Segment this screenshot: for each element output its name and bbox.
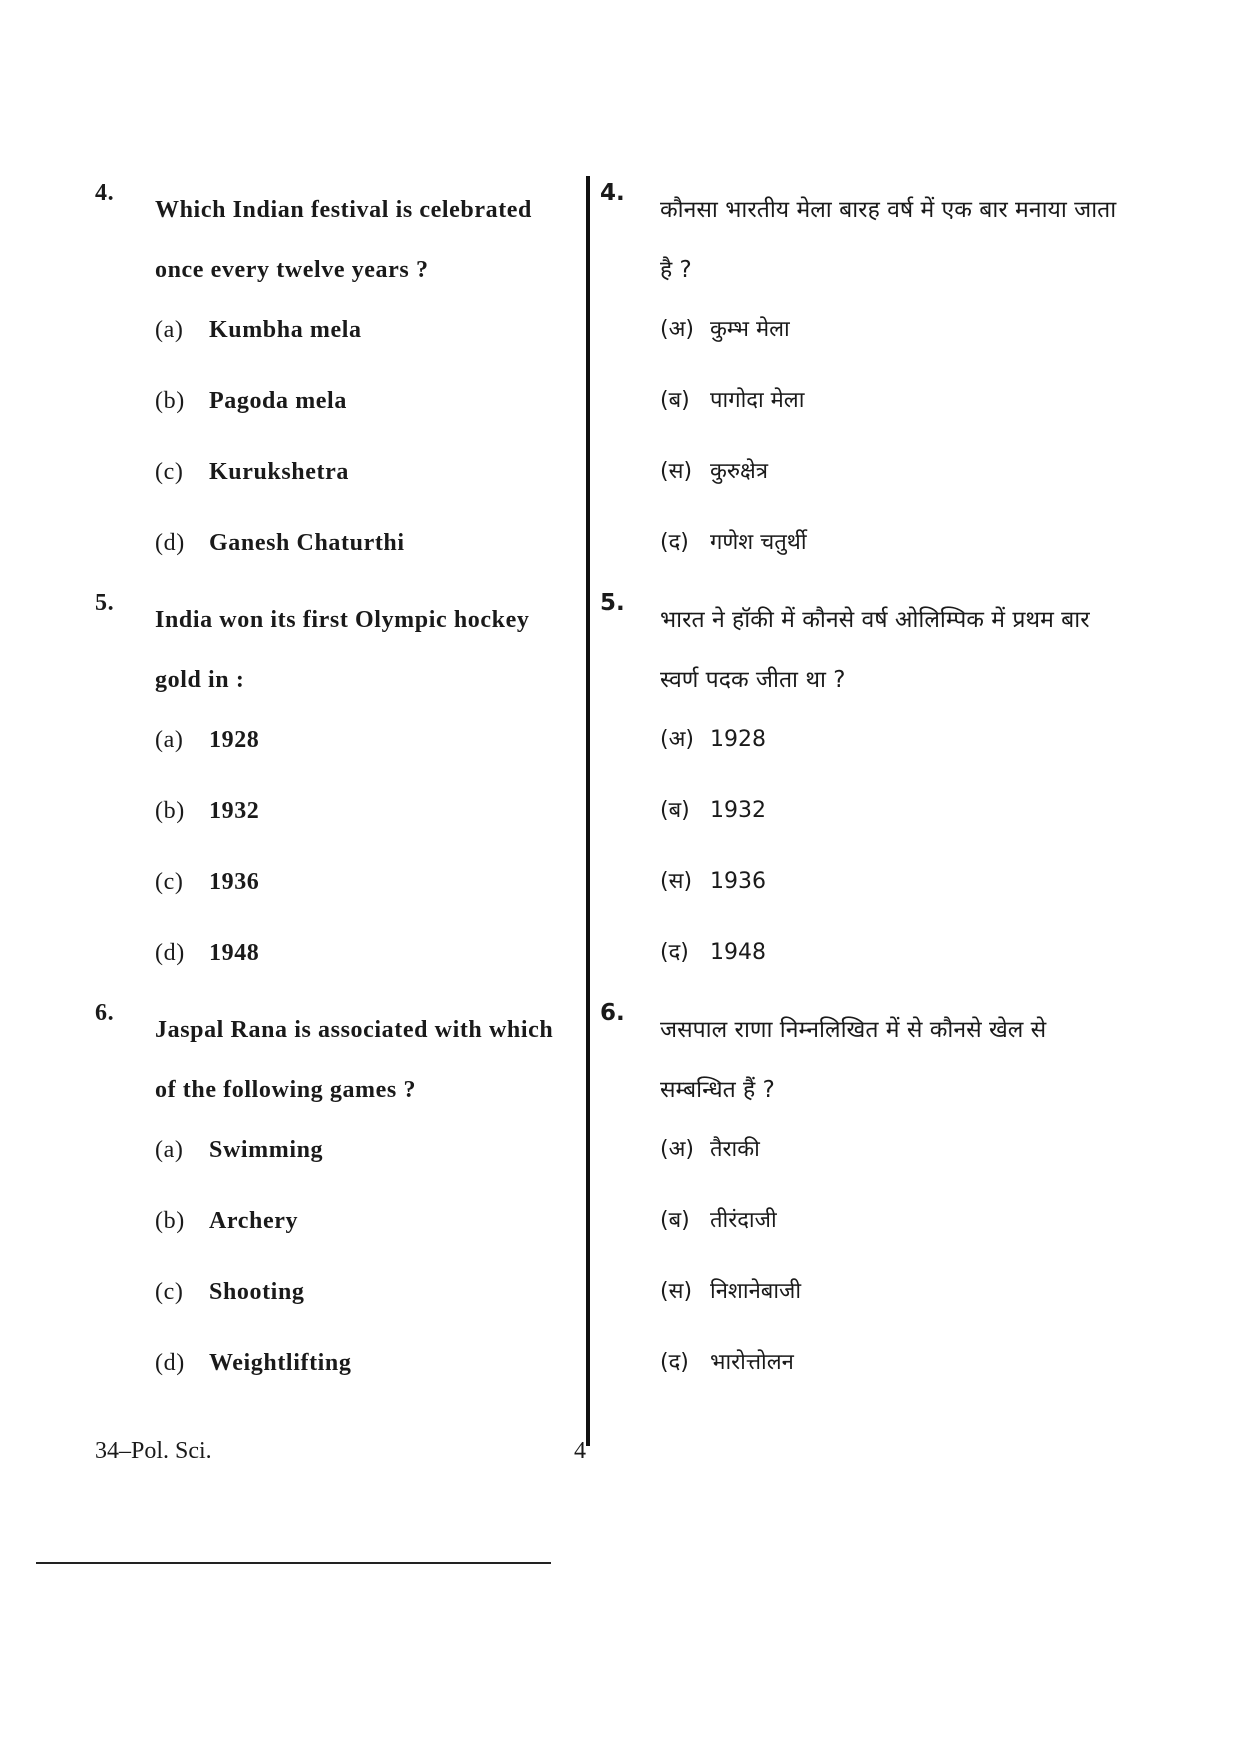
option-c	[600, 1262, 1120, 1333]
question-head	[95, 590, 575, 710]
question-6-hi	[600, 1000, 1120, 1404]
option-label: (a)	[155, 1137, 184, 1163]
option-c	[95, 1262, 575, 1333]
paper-code: 34–Pol. Sci.	[95, 1438, 212, 1464]
option-text: Archery	[209, 1208, 299, 1234]
question-text: Jaspal Rana is associated with which of the following games ?	[155, 1017, 554, 1103]
option-text: कुरुक्षेत्र	[710, 459, 768, 484]
option-label: (द)	[660, 1350, 689, 1375]
option-text: Kurukshetra	[209, 459, 349, 485]
option-text: 1948	[710, 940, 766, 965]
question-5-hi	[600, 590, 1120, 994]
question-text: Which Indian festival is celebrated once every twelve years ?	[155, 197, 533, 283]
option-text: 1932	[209, 798, 260, 824]
option-label: (ब)	[660, 1208, 690, 1233]
question-head	[95, 180, 575, 300]
option-b	[600, 1191, 1120, 1262]
option-a	[95, 300, 575, 371]
english-column	[95, 180, 575, 1404]
question-number: 5.	[600, 590, 625, 616]
option-b	[600, 371, 1120, 442]
question-text: भारत ने हॉकी में कौनसे वर्ष ओलिम्पिक में प्रथम बार स्वर्ण पदक जीता था ?	[660, 607, 1090, 693]
option-text: 1936	[209, 869, 260, 895]
option-a	[600, 710, 1120, 781]
option-d	[95, 923, 575, 994]
option-c	[95, 442, 575, 513]
option-label: (अ)	[660, 1137, 694, 1162]
option-d	[600, 923, 1120, 994]
option-b	[95, 781, 575, 852]
option-label: (b)	[155, 798, 185, 824]
option-text: Kumbha mela	[209, 317, 362, 343]
question-head	[600, 180, 1120, 300]
option-a	[95, 1120, 575, 1191]
option-label: (b)	[155, 1208, 185, 1234]
option-d	[600, 513, 1120, 584]
question-number: 6.	[95, 1000, 115, 1026]
option-label: (अ)	[660, 727, 694, 752]
option-label: (d)	[155, 530, 185, 556]
option-label: (स)	[660, 459, 693, 484]
question-head	[600, 590, 1120, 710]
question-4-hi	[600, 180, 1120, 584]
hindi-column	[600, 180, 1120, 1404]
page-number: 4	[574, 1438, 586, 1464]
option-text: पागोदा मेला	[710, 388, 805, 413]
option-d	[95, 1333, 575, 1404]
option-c	[600, 442, 1120, 513]
question-head	[95, 1000, 575, 1120]
option-label: (ब)	[660, 388, 690, 413]
option-text: गणेश चतुर्थी	[710, 530, 807, 555]
option-label: (c)	[155, 869, 184, 895]
option-text: 1932	[710, 798, 766, 823]
option-label: (a)	[155, 317, 184, 343]
option-a	[600, 1120, 1120, 1191]
question-4-en	[95, 180, 575, 584]
option-text: 1928	[710, 727, 766, 752]
option-text: Ganesh Chaturthi	[209, 530, 405, 556]
option-b	[600, 781, 1120, 852]
option-label: (a)	[155, 727, 184, 753]
option-text: कुम्भ मेला	[710, 317, 790, 342]
option-c	[600, 852, 1120, 923]
option-label: (द)	[660, 940, 689, 965]
option-b	[95, 371, 575, 442]
option-a	[600, 300, 1120, 371]
question-text: जसपाल राणा निम्नलिखित में से कौनसे खेल से सम्बन्धित हैं ?	[660, 1017, 1047, 1103]
option-text: Shooting	[209, 1279, 305, 1305]
question-number: 4.	[600, 180, 625, 206]
option-label: (स)	[660, 1279, 693, 1304]
question-number: 5.	[95, 590, 115, 616]
option-text: निशानेबाजी	[710, 1279, 802, 1304]
option-d	[95, 513, 575, 584]
option-text: 1928	[209, 727, 260, 753]
question-text: कौनसा भारतीय मेला बारह वर्ष में एक बार मनाया जाता है ?	[660, 197, 1117, 283]
option-text: Swimming	[209, 1137, 324, 1163]
option-label: (d)	[155, 1350, 185, 1376]
question-6-en	[95, 1000, 575, 1404]
option-text: भारोत्तोलन	[710, 1350, 794, 1375]
bottom-rule	[36, 1562, 551, 1564]
option-a	[95, 710, 575, 781]
option-label: (c)	[155, 1279, 184, 1305]
option-label: (d)	[155, 940, 185, 966]
option-text: 1948	[209, 940, 260, 966]
option-text: तीरंदाजी	[710, 1208, 777, 1233]
option-text: 1936	[710, 869, 766, 894]
option-label: (c)	[155, 459, 184, 485]
column-divider	[586, 176, 590, 1446]
option-label: (स)	[660, 869, 693, 894]
option-text: Weightlifting	[209, 1350, 352, 1376]
question-5-en	[95, 590, 575, 994]
option-b	[95, 1191, 575, 1262]
option-label: (अ)	[660, 317, 694, 342]
option-text: Pagoda mela	[209, 388, 347, 414]
option-label: (द)	[660, 530, 689, 555]
question-head	[600, 1000, 1120, 1120]
option-d	[600, 1333, 1120, 1404]
option-label: (ब)	[660, 798, 690, 823]
option-label: (b)	[155, 388, 185, 414]
question-number: 4.	[95, 180, 115, 206]
question-number: 6.	[600, 1000, 625, 1026]
option-c	[95, 852, 575, 923]
option-text: तैराकी	[710, 1137, 760, 1162]
question-text: India won its first Olympic hockey gold in :	[155, 607, 530, 693]
